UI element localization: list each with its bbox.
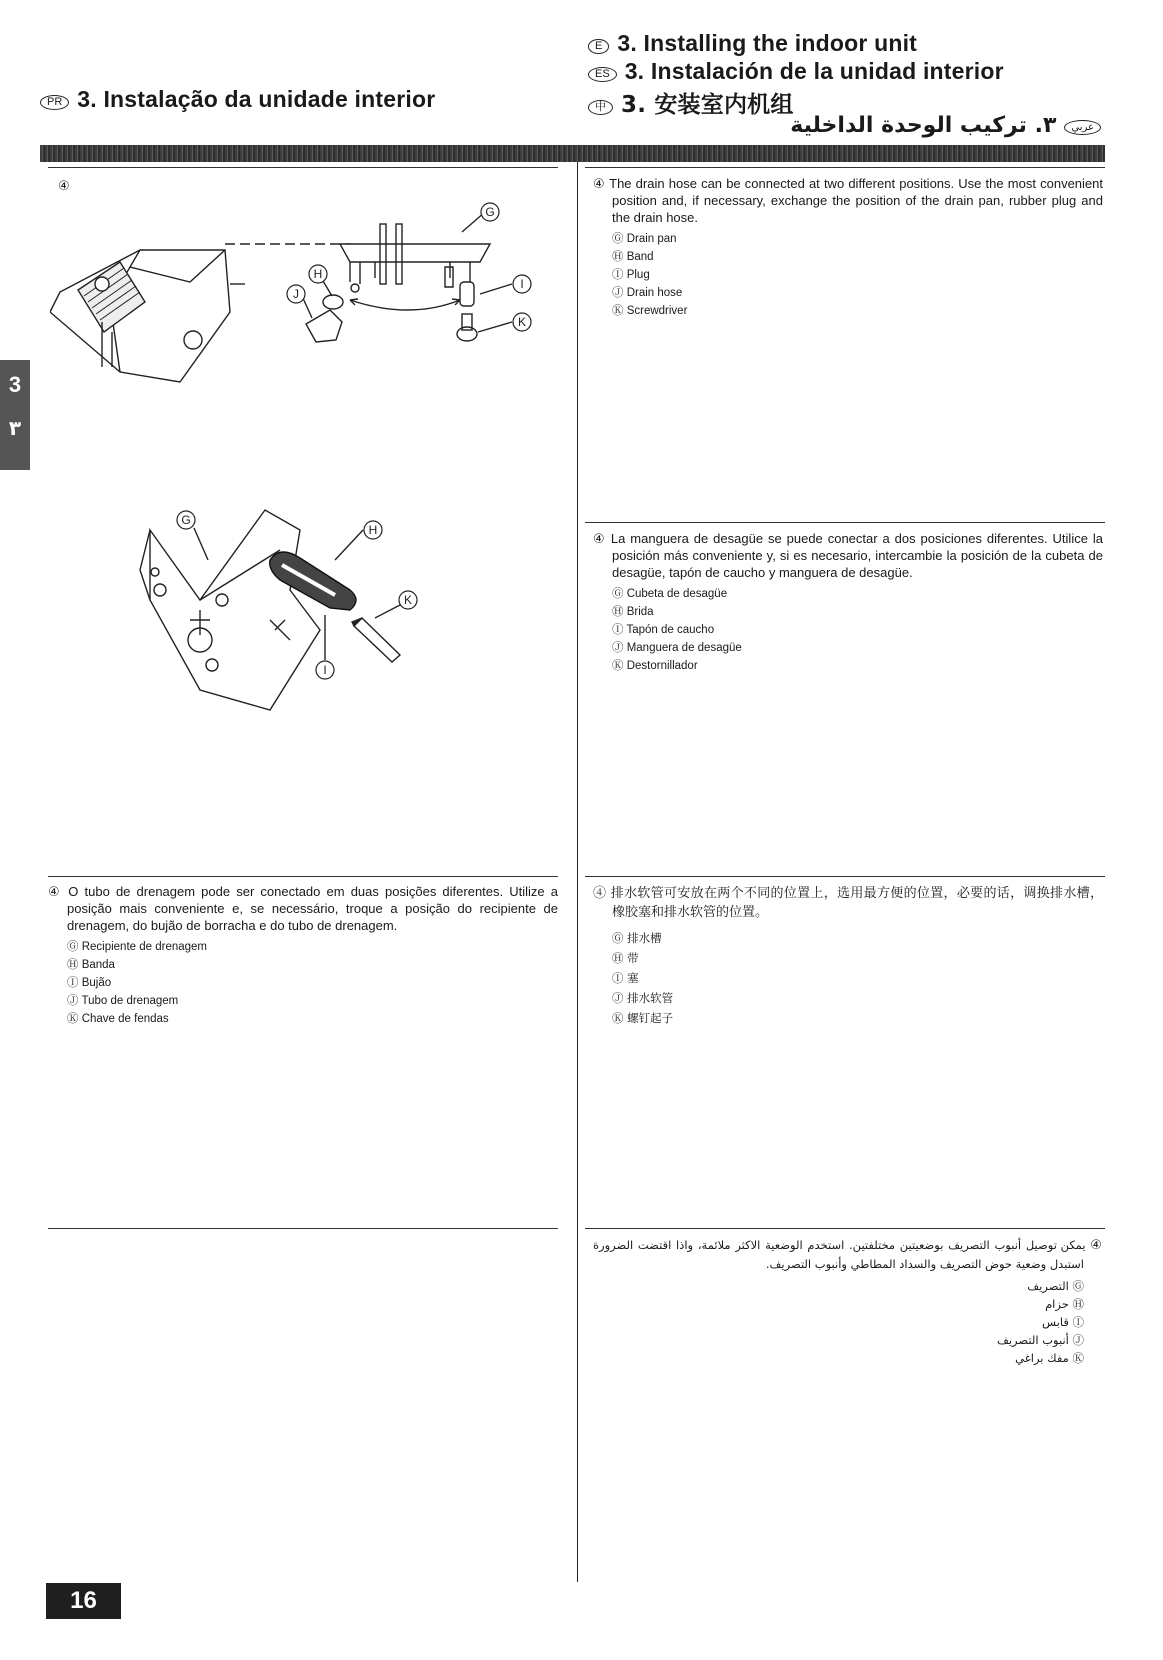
list-item: Ⓗ حزام (1045, 1297, 1084, 1311)
chapter-number: 3 (8, 372, 22, 397)
chinese-step-marker: ④ (593, 886, 607, 901)
list-item: Ⓙ 排水软管 (612, 991, 674, 1005)
chinese-paragraph: ④ 排水软管可安放在两个不同的位置上，选用最方便的位置，必要的话，调换排水槽，橡胶塞和排水软管的位置。 (593, 886, 1103, 920)
list-item: Ⓘ قابس (1041, 1315, 1084, 1329)
chinese-section (593, 884, 1103, 1028)
list-item: Ⓚ 螺钉起子 (612, 1011, 674, 1025)
english-top-rule (585, 167, 1105, 168)
chapter-side-tab (0, 360, 30, 470)
list-item: Ⓖ 排水槽 (612, 931, 662, 945)
header-title-portuguese: PR 3. Instalação da unidade interior (40, 86, 435, 113)
figure-2-label-i: I (323, 663, 327, 677)
list-item: Ⓖ Cubeta de desagüe (612, 588, 728, 600)
list-item: Ⓘ 塞 (612, 971, 639, 985)
list-item: Ⓖ Recipiente de drenagem (67, 941, 207, 953)
list-item: Ⓗ Band (612, 251, 654, 263)
portuguese-step-marker: ④ (48, 884, 63, 899)
portuguese-parts-list (48, 938, 558, 1028)
figure-1-label-j: J (293, 287, 299, 301)
english-paragraph: ④ The drain hose can be connected at two different positions. Use the most convenient position and, if necessary, exchange the position of the drain pan, rubber plug and the drain hose. (593, 176, 1103, 225)
figure-1-step-marker: ④ (58, 178, 70, 193)
list-item: Ⓗ Banda (67, 959, 115, 971)
figure-2-label-k: K (403, 593, 413, 607)
list-item: Ⓗ 带 (612, 951, 639, 965)
arabic-section (593, 1236, 1103, 1367)
header-title-spanish: ES 3. Instalación de la unidad interior (588, 58, 1004, 85)
list-item: Ⓗ Brida (612, 606, 654, 618)
figure-2 (130, 490, 470, 740)
figure-1-label-g: G (485, 205, 495, 219)
page-number: 16 (46, 1583, 121, 1619)
language-badge-pr: PR (40, 95, 69, 110)
figure-2-label-g: G (181, 513, 191, 527)
column-divider (577, 162, 578, 1582)
list-item: Ⓖ Drain pan (612, 233, 677, 245)
portuguese-top-rule (48, 876, 558, 877)
header-title-chinese: 中 3. 安装室内机组 (588, 86, 794, 119)
list-item: Ⓘ Bujão (67, 977, 112, 989)
list-item: Ⓚ Screwdriver (612, 305, 688, 317)
portuguese-paragraph: ④ O tubo de drenagem pode ser conectado em duas posições diferentes. Utilize a posição mais conveniente e, se necessário, troque a posição do recipiente de drenagem, do bujão de borracha e do tubo de drenagem. (48, 884, 558, 933)
arabic-parts-list (593, 1277, 1103, 1367)
list-item: Ⓚ مفك براغي (1015, 1351, 1084, 1365)
header-title-arabic: عربي٣. تركيب الوحدة الداخلية (790, 113, 1101, 138)
list-item: Ⓘ Plug (612, 269, 650, 281)
figure-2-drawing (130, 490, 470, 740)
header-divider-bar (40, 145, 1105, 162)
figure-1-label-i: I (520, 277, 524, 291)
language-badge-zh: 中 (588, 100, 613, 115)
chinese-top-rule (585, 876, 1105, 877)
arabic-step-marker: ④ (1090, 1238, 1103, 1253)
list-item: Ⓚ Destornillador (612, 660, 698, 672)
spanish-top-rule (585, 522, 1105, 523)
english-section (593, 175, 1103, 320)
arabic-paragraph: ④ يمكن توصيل أنبوب التصريف بوضعيتين مختلفتين. استخدم الوضعية الاكثر ملائمة، واذا اقتضت الضرورة استبدل وضعية حوض التصريف والسداد المطاطي وأنبوب التصريف. (593, 1238, 1103, 1271)
list-item: Ⓚ Chave de fendas (67, 1013, 169, 1025)
figure-2-label-h: H (368, 523, 378, 537)
arabic-top-rule (585, 1228, 1105, 1229)
language-badge-ar: عربي (1064, 120, 1101, 135)
language-badge-es: ES (588, 67, 617, 82)
figure-top-rule (48, 167, 558, 168)
figure-1-label-k: K (517, 315, 527, 329)
chinese-parts-list (593, 928, 1103, 1028)
spanish-step-marker: ④ (593, 531, 606, 546)
spanish-paragraph: ④ La manguera de desagüe se puede conectar a dos posiciones diferentes. Utilice la posición más conveniente y, si es necesario, intercambie la posición de la cubeta de desagüe, tapón de caucho y manguera de desagüe. (593, 531, 1103, 580)
list-item: Ⓙ Drain hose (612, 287, 683, 299)
list-item: Ⓘ Tapón de caucho (612, 624, 715, 636)
figure-1-label-h: H (313, 267, 323, 281)
english-parts-list (593, 230, 1103, 320)
english-step-marker: ④ (593, 176, 606, 191)
language-badge-e: E (588, 39, 609, 54)
spanish-parts-list (593, 585, 1103, 675)
list-item: Ⓙ Manguera de desagüe (612, 642, 742, 654)
portuguese-bottom-rule (48, 1228, 558, 1229)
header-title-english: E 3. Installing the indoor unit (588, 30, 917, 57)
list-item: Ⓖ التصريف (1027, 1279, 1084, 1293)
figure-1 (50, 172, 570, 432)
list-item: Ⓙ Tubo de drenagem (67, 995, 179, 1007)
figure-1-drawing (50, 172, 570, 432)
chapter-number-arabic: ٣ (8, 416, 22, 440)
spanish-section (593, 530, 1103, 675)
list-item: Ⓙ أنبوب التصريف (996, 1333, 1084, 1347)
portuguese-section (48, 883, 558, 1028)
